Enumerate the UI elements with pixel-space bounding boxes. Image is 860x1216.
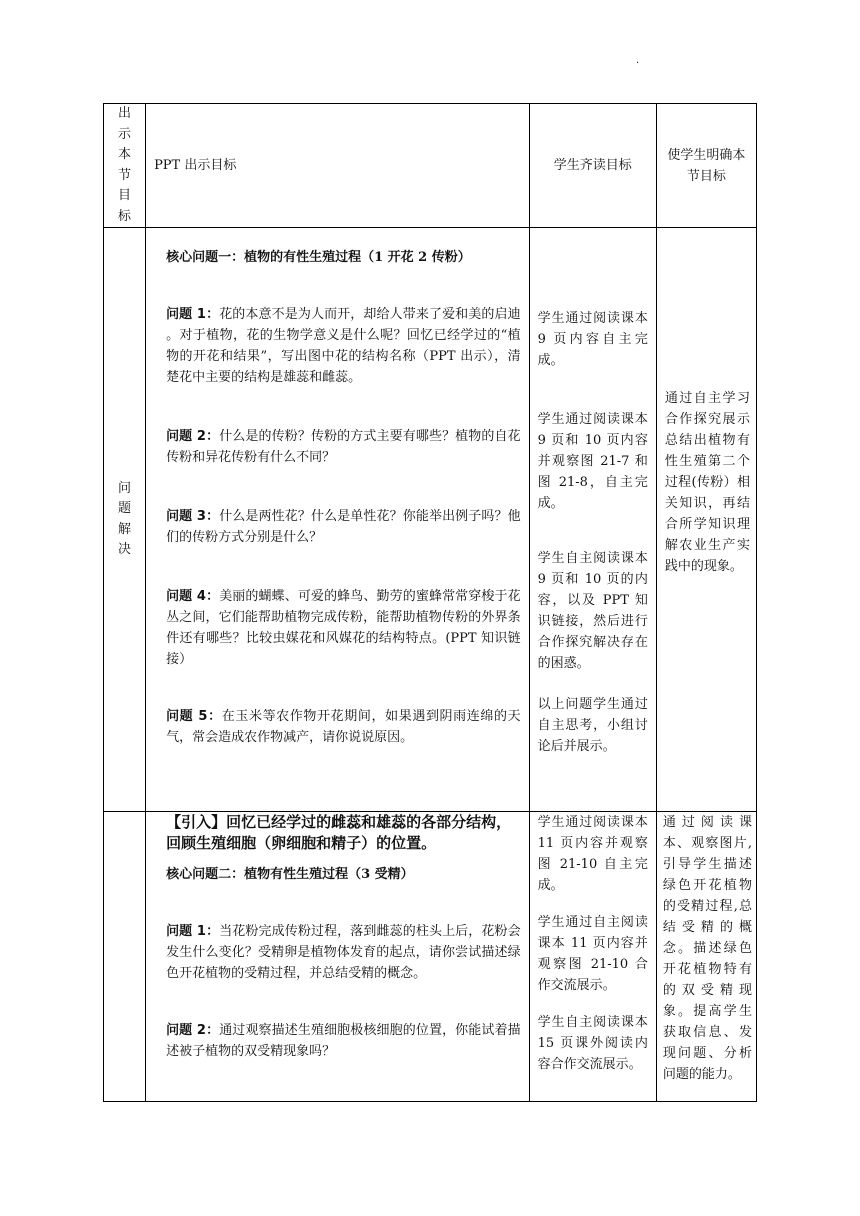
question-number: 问题 1：: [166, 307, 220, 322]
intro-text: 【引入】回忆已经学过的雌蕊和雄蕊的各部分结构，回顾生殖细胞（卵细胞和精子）的位置。: [166, 813, 512, 852]
question-number: 问题 2：: [166, 429, 220, 444]
question-number: 问题 2：: [166, 1023, 220, 1038]
core-question-title: 核心问题二：植物有性生殖过程（3 受精）: [166, 867, 414, 882]
question-text: 美丽的蝴蝶、可爱的蜂鸟、勤劳的蜜蜂常常穿梭于花丛之间，它们能帮助植物完成传粉，能帮助植物传粉的外界条件还有哪些？比较虫媒花和风媒花的结构特点。(PPT 知识链接）: [166, 589, 521, 667]
question-5: [166, 706, 521, 748]
question-1: [166, 921, 521, 984]
purpose-cell: [656, 228, 756, 812]
question-2: [166, 1020, 521, 1062]
row-label-cell: [104, 104, 146, 228]
table-row: [104, 104, 757, 228]
content-cell: [146, 104, 530, 228]
student-activity: 学生通过阅读课本 11 页内容并观察图 21-10 自主完成。: [537, 815, 648, 893]
question-number: 问题 1：: [166, 924, 220, 939]
content-cell: [146, 812, 530, 1102]
purpose-text: 通过阅读课本、观察图片,引导学生描述绿色开花植物的受精过程,总结受精的概念。描述绿色开花植物特有的双受精现象。提高学生获取信息、发现问题、分析问题的能力。: [662, 815, 752, 1082]
student-cell: [529, 104, 656, 228]
content-text: PPT 出示目标: [154, 158, 237, 173]
student-activity: 学生自主阅读课本 15 页课外阅读内容合作交流展示。: [537, 1015, 648, 1072]
purpose-cell: [656, 812, 756, 1102]
table-row: [104, 228, 757, 812]
row-label: 出示本节目标: [118, 106, 132, 224]
student-activity: 学生通过阅读课本 9 页内容自主完成。: [537, 311, 648, 368]
table-row: [104, 812, 757, 1102]
row-label-cell: [104, 812, 146, 1102]
core-question-title: 核心问题一：植物的有性生殖过程（1 开花 2 传粉）: [166, 250, 471, 265]
content-cell: [146, 228, 530, 812]
lesson-plan-table: [103, 103, 757, 1102]
purpose-text: 通过自主学习合作探究展示总结出植物有性生殖第二个过程(传粉）相关知识，再结合所学知识理解农业生产实践中的现象。: [664, 391, 750, 574]
question-number: 问题 4：: [166, 589, 220, 604]
student-activity: 学生自主阅读课本 9 页和 10 页的内容，以及 PPT 知识链接，然后进行合作探究解决存在的困惑。: [537, 551, 648, 671]
question-text: 花的本意不是为人而开，却给人带来了爱和美的启迪 。对于植物，花的生物学意义是什么呢？回忆已经学过的“植物的开花和结果”，写出图中花的结构名称（PPT 出示），清楚花中主要的结构是雄蕊和雌蕊。: [166, 307, 521, 385]
student-activity: 学生通过自主阅读课本 11 页内容并观察图 21-10 合作交流展示。: [537, 915, 648, 993]
question-number: 问题 3：: [166, 509, 220, 524]
question-3: [166, 506, 521, 548]
question-text: 在玉米等农作物开花期间，如果遇到阴雨连绵的天气，常会造成农作物减产，请你说说原因。: [166, 709, 521, 745]
page-marker: .: [636, 55, 640, 66]
row-label-cell: [104, 228, 146, 812]
student-activity: 学生通过阅读课本 9 页和 10 页内容并观察图 21-7 和图 21-8，自主完成。: [537, 412, 648, 511]
purpose-text: 使学生明确本节目标: [667, 147, 746, 184]
purpose-cell: [656, 104, 756, 228]
student-cell: [529, 228, 656, 812]
question-text: 什么是两性花？什么是单性花？你能举出例子吗？他们的传粉方式分别是什么？: [166, 509, 521, 545]
student-cell: [529, 812, 656, 1102]
student-text: 学生齐读目标: [553, 158, 632, 173]
question-4: [166, 586, 521, 670]
question-1: [166, 304, 521, 388]
question-2: [166, 426, 521, 468]
question-text: 什么是的传粉？传粉的方式主要有哪些？植物的自花传粉和异花传粉有什么不同？: [166, 429, 521, 465]
question-number: 问题 5：: [166, 709, 222, 724]
row-label: 问题解决: [118, 480, 132, 557]
question-text: 当花粉完成传粉过程，落到雌蕊的柱头上后，花粉会发生什么变化？受精卵是植物体发育的起点，请你尝试描述绿色开花植物的受精过程，并总结受精的概念。: [166, 924, 521, 981]
question-text: 通过观察描述生殖细胞极核细胞的位置，你能试着描述被子植物的双受精现象吗？: [166, 1023, 521, 1059]
student-activity: 以上问题学生通过自主思考，小组讨论后并展示。: [537, 697, 648, 754]
